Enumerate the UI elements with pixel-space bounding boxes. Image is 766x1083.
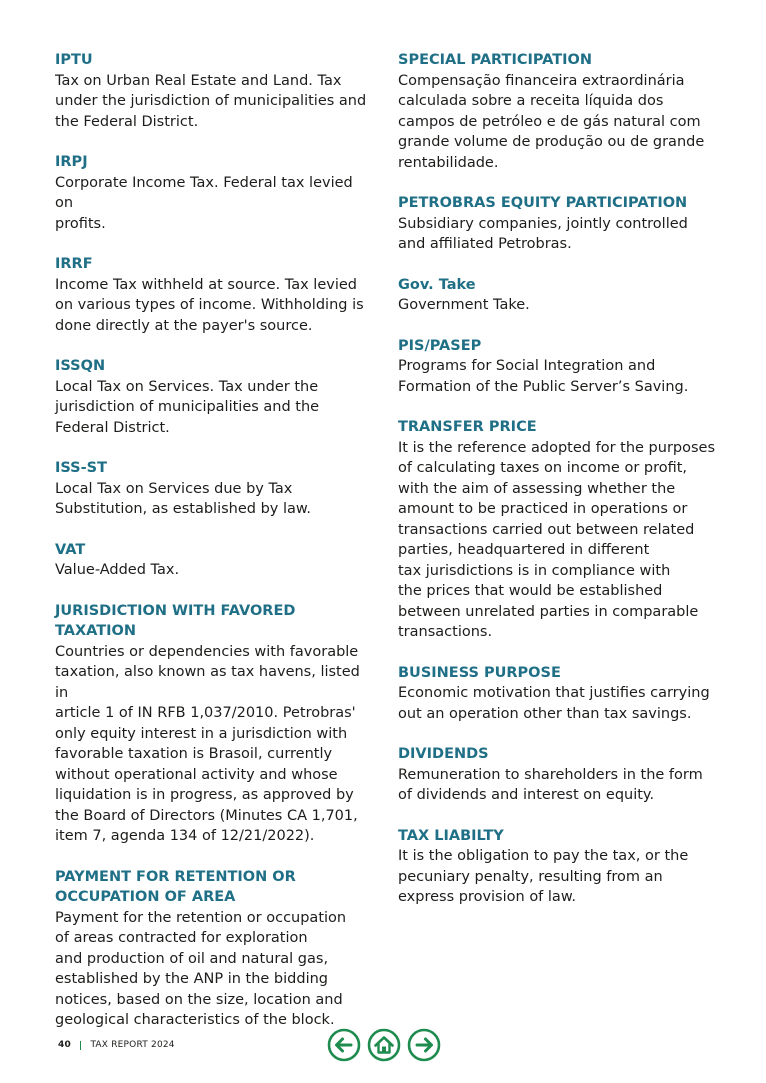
term-definition: Value-Added Tax. — [55, 562, 180, 578]
term-definition: Countries or dependencies with favorable taxation, also known as tax havens, listed in article 1 of IN RFB 1,037/2010. Petrobras' only equity interest in a jurisdiction with favorable taxation is Brasoil, currently without operational activity and whose liquidation is in progress, as approved by the Board of Directors (Minutes CA 1,701, item 7, agenda 134 of 12/21/2022). — [55, 643, 360, 844]
glossary-entry-gov-take — [398, 275, 718, 316]
term-heading: SPECIAL PARTICIPATION — [398, 52, 593, 68]
term-definition: Government Take. — [398, 297, 530, 313]
glossary-entry-issqn — [55, 356, 373, 438]
term-heading: TAX LIABILTY — [398, 827, 504, 844]
term-heading: TRANSFER PRICE — [398, 419, 537, 435]
term-heading: VAT — [55, 541, 86, 558]
glossary-entry-vat — [55, 540, 373, 581]
term-definition: It is the obligation to pay the tax, or the pecuniary penalty, resulting from an express provision of law. — [398, 848, 689, 905]
glossary-left-column — [55, 50, 373, 1051]
term-heading: Gov. Take — [398, 276, 476, 293]
term-definition: Tax on Urban Real Estate and Land. Tax under the jurisdiction of municipalities and the Federal District. — [55, 72, 367, 130]
glossary-entry-irrf — [55, 254, 373, 336]
glossary-entry-irpj — [55, 152, 373, 234]
term-definition: Local Tax on Services. Tax under the jurisdiction of municipalities and the Federal District. — [55, 378, 320, 436]
glossary-entry-business-purpose — [398, 663, 718, 725]
glossary-entry-equity-participation — [398, 193, 718, 255]
term-definition: Payment for the retention or occupation of areas contracted for exploration and production of oil and natural gas, established by the ANP in the bidding notices, based on the size, location and geological characteristics of the block. — [55, 909, 347, 1028]
glossary-right-column — [398, 50, 718, 928]
term-heading: JURISDICTION WITH FAVORED TAXATION — [55, 602, 296, 639]
term-definition: It is the reference adopted for the purposes of calculating taxes on income or profit, with the aim of assessing whether the amount to be practiced in operations or transactions carried out between related parties, headquartered in different tax jurisdictions is in compliance with the prices that would be established between unrelated parties in comparable transactions. — [398, 439, 716, 640]
term-heading: PETROBRAS EQUITY PARTICIPATION — [398, 195, 688, 211]
term-heading: DIVIDENDS — [398, 746, 489, 762]
term-definition: Local Tax on Services due by Tax Substitution, as established by law. — [55, 480, 312, 517]
term-definition: Compensação financeira extraordinária calculada sobre a receita líquida dos campos de petróleo e de gás natural com grande volume de produção ou de grande rentabilidade. — [398, 72, 705, 171]
page-navigation — [327, 1028, 441, 1062]
term-heading: IRPJ — [55, 154, 88, 170]
glossary-entry-iptu — [55, 50, 373, 132]
home-icon[interactable] — [367, 1028, 401, 1062]
glossary-entry-transfer-price — [398, 417, 718, 643]
glossary-entry-favored-taxation — [55, 601, 373, 847]
page-number: 40 — [58, 1040, 71, 1050]
term-definition: Corporate Income Tax. Federal tax levied on profits. — [55, 174, 353, 232]
term-heading: IPTU — [55, 52, 93, 68]
term-heading: ISSQN — [55, 358, 106, 374]
term-definition: Economic motivation that justifies carrying out an operation other than tax savings. — [398, 685, 710, 722]
term-heading: ISS-ST — [55, 460, 107, 476]
term-definition: Programs for Social Integration and Formation of the Public Server’s Saving. — [398, 358, 689, 395]
footer-divider — [80, 1041, 82, 1050]
arrow-left-icon[interactable] — [327, 1028, 361, 1062]
arrow-right-icon[interactable] — [407, 1028, 441, 1062]
glossary-entry-dividends — [398, 744, 718, 806]
report-title: TAX REPORT 2024 — [90, 1040, 175, 1050]
glossary-entry-iss-st — [55, 458, 373, 520]
term-heading: PIS/PASEP — [398, 337, 482, 354]
term-definition: Income Tax withheld at source. Tax levied on various types of income. Withholding is done directly at the payer's source. — [55, 276, 364, 334]
term-heading: BUSINESS PURPOSE — [398, 664, 561, 681]
glossary-entry-area-retention — [55, 867, 373, 1031]
glossary-entry-special-participation — [398, 50, 718, 173]
glossary-entry-tax-liability — [398, 826, 718, 908]
term-heading: PAYMENT FOR RETENTION OR OCCUPATION OF AREA — [55, 868, 296, 905]
term-definition: Subsidiary companies, jointly controlled and affiliated Petrobras. — [398, 215, 688, 252]
term-heading: IRRF — [55, 256, 93, 272]
term-definition: Remuneration to shareholders in the form of dividends and interest on equity. — [398, 766, 703, 803]
glossary-entry-pis-pasep — [398, 336, 718, 398]
page-footer — [58, 1037, 175, 1053]
